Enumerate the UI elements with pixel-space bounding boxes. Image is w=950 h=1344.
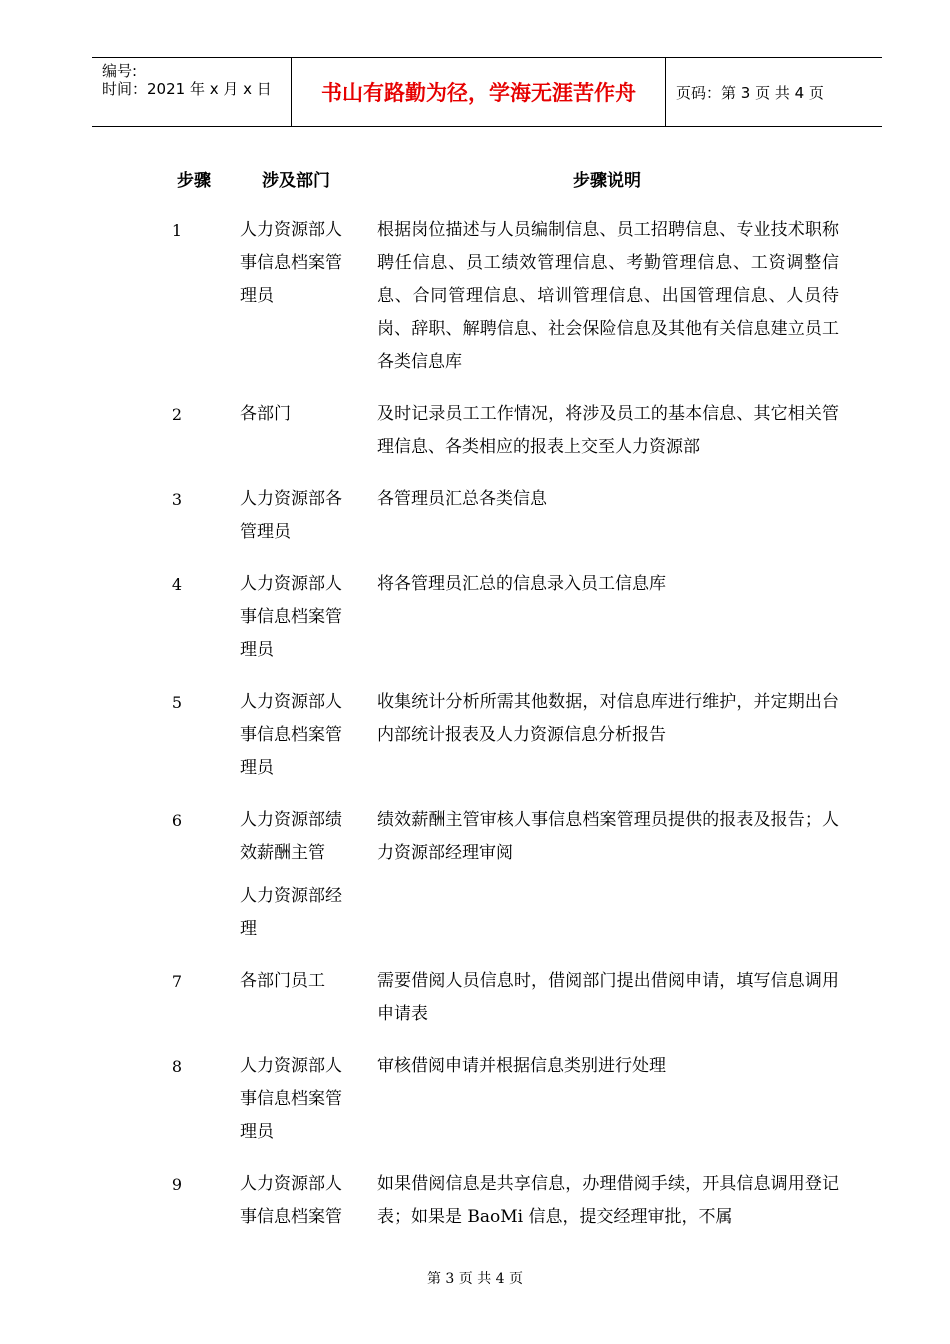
header-motto: 书山有路勤为径，学海无涯苦作舟 (292, 58, 666, 126)
step-number: 3 (171, 490, 183, 509)
column-header-dept: 涉及部门 (262, 171, 330, 191)
step-department (240, 1168, 358, 1234)
step-department (240, 568, 358, 667)
header-meta (92, 58, 292, 126)
table-row (0, 1168, 950, 1234)
step-department (240, 1050, 358, 1149)
table-row (0, 1050, 950, 1149)
step-department (240, 686, 358, 785)
table-row (0, 965, 950, 1031)
header-page-label: 页码：第 3 页 共 4 页 (676, 83, 824, 102)
table-row (0, 568, 950, 667)
step-department-primary: 人力资源部人事信息档案管理员 (240, 692, 342, 778)
step-number: 1 (171, 221, 183, 240)
step-description: 审核借阅申请并根据信息类别进行处理 (377, 1056, 666, 1076)
step-department-primary: 人力资源部人事信息档案管 (240, 1174, 342, 1227)
table-row (0, 398, 950, 464)
column-header-desc: 步骤说明 (573, 171, 641, 191)
step-department-primary: 人力资源部绩效薪酬主管 (240, 810, 342, 863)
table-row (0, 804, 950, 946)
table-row (0, 686, 950, 785)
step-department-primary: 各部门员工 (240, 971, 325, 991)
steps-table (0, 214, 950, 1253)
step-description: 将各管理员汇总的信息录入员工信息库 (377, 574, 666, 594)
step-number: 4 (171, 575, 183, 594)
step-number: 6 (171, 811, 183, 830)
step-department (240, 804, 358, 946)
step-department (240, 214, 358, 313)
step-description: 根据岗位描述与人员编制信息、员工招聘信息、专业技术职称聘任信息、员工绩效管理信息、考勤管理信息、工资调整信息、合同管理信息、培训管理信息、出国管理信息、人员待岗、辞职、解聘信息、社会保险信息及其他有关信息建立员工各类信息库 (377, 220, 839, 372)
step-number: 2 (171, 405, 183, 424)
step-number: 8 (171, 1057, 183, 1076)
table-row (0, 483, 950, 549)
step-department-primary: 人力资源部各管理员 (240, 489, 342, 542)
step-department-secondary: 人力资源部经理 (240, 886, 342, 939)
document-number-label: 编号: (102, 62, 138, 80)
page-footer: 第 3 页 共 4 页 (426, 1271, 524, 1287)
step-description: 各管理员汇总各类信息 (377, 489, 547, 509)
step-number: 7 (171, 972, 183, 991)
document-time-label: 时间：2021 年 x 月 x 日 (102, 80, 272, 98)
step-department-primary: 人力资源部人事信息档案管理员 (240, 574, 342, 660)
step-description: 及时记录员工工作情况，将涉及员工的基本信息、其它相关管理信息、各类相应的报表上交至人力资源部 (377, 404, 839, 457)
column-header-step: 步骤 (177, 171, 211, 191)
step-description: 需要借阅人员信息时，借阅部门提出借阅申请，填写信息调用申请表 (377, 971, 839, 1024)
step-number: 5 (171, 693, 183, 712)
table-row (0, 214, 950, 379)
step-description: 绩效薪酬主管审核人事信息档案管理员提供的报表及报告；人力资源部经理审阅 (377, 810, 839, 863)
page-header (92, 57, 882, 127)
step-department (240, 398, 358, 431)
step-description: 如果借阅信息是共享信息，办理借阅手续，开具信息调用登记表；如果是 BaoMi 信息，提交经理审批，不属 (377, 1174, 839, 1227)
step-department (240, 965, 358, 998)
step-number: 9 (171, 1175, 183, 1194)
step-department (240, 483, 358, 549)
step-department-primary: 人力资源部人事信息档案管理员 (240, 1056, 342, 1142)
step-department-primary: 人力资源部人事信息档案管理员 (240, 220, 342, 306)
step-department-primary: 各部门 (240, 404, 291, 424)
step-description: 收集统计分析所需其他数据，对信息库进行维护，并定期出台内部统计报表及人力资源信息分析报告 (377, 692, 839, 745)
